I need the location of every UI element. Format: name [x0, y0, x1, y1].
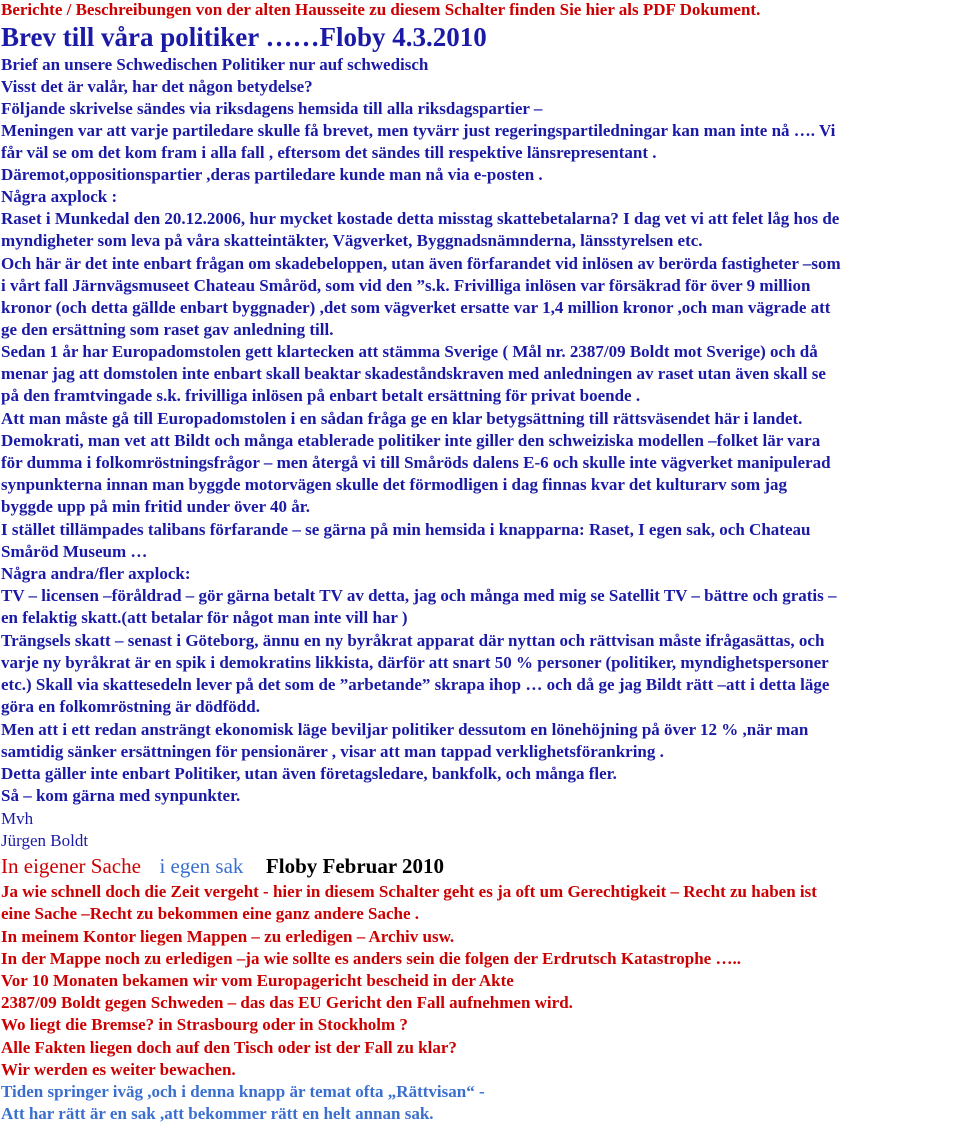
text-line: eine Sache –Recht zu bekommen eine ganz andere Sache . — [1, 904, 420, 923]
text-line: Wir werden es weiter bewachen. — [1, 1060, 236, 1079]
intro-line: Berichte / Beschreibungen von der alten Hausseite zu diesem Schalter finden Sie hier als PDF Dokument. — [1, 0, 761, 19]
text-line: Sedan 1 år har Europadomstolen gett klartecken att stämma Sverige ( Mål nr. 2387/09 Boldt mot Sverige) och då — [1, 342, 818, 361]
text-line: Att man måste gå till Europadomstolen i en sådan fråga ge en klar betygsättning till rättsväsendet här i landet. — [1, 409, 803, 428]
text-line: en felaktig skatt.(att betalar för något man inte vill har ) — [1, 608, 408, 627]
text-line: Demokrati, man vet att Bildt och många etablerade politiker inte giller den schweiziska modellen –folket lär vara — [1, 431, 821, 450]
text-line: Några andra/fler axplock: — [1, 564, 191, 583]
text-line: Däremot,oppositionspartier ,deras partiledare kunde man nå via e-posten . — [1, 165, 543, 184]
text-line: ge den ersättning som raset gav anledning till. — [1, 320, 334, 339]
text-line: synpunkterna innan man byggde motorvägen skulle det förmodligen i dag finnas kvar det kulturarv som jag — [1, 475, 788, 494]
closing-line: Mvh — [1, 809, 34, 828]
text-line: för dumma i folkomröstningsfrågor – men återgå vi till Småröds dalens E-6 och skulle inte vägverket manipulerad — [1, 453, 831, 472]
text-line: menar jag att domstolen inte enbart skall beaktar skadeståndskraven med anledningen av raset utan även skall se — [1, 364, 826, 383]
text-line: samtidig sänker ersättningen för pensionärer , visar att man tappad verklighetsförankring . — [1, 742, 664, 761]
subtitle: Brief an unsere Schwedischen Politiker nur auf schwedisch — [1, 55, 429, 74]
text-line: Visst det är valår, har det någon betydelse? — [1, 77, 313, 96]
text-line: Ja wie schnell doch die Zeit vergeht - hier in diesem Schalter geht es ja oft um Gerechtigkeit – Recht zu haben ist — [1, 882, 817, 901]
text-line: i vårt fall Järnvägsmuseet Chateau Småröd, som vid den ”s.k. Frivilliga inlösen var försäkrad för över 9 million — [1, 276, 811, 295]
section-heading — [1, 854, 444, 878]
text-line: TV – licensen –föråldrad – gör gärna betalt TV av detta, jag och många med mig se Satellit TV – bättre och gratis – — [1, 586, 837, 605]
heading-date: Floby Februar 2010 — [265, 854, 445, 878]
text-line: Småröd Museum … — [1, 542, 148, 561]
text-line: Detta gäller inte enbart Politiker, utan även företagsledare, bankfolk, och många fler. — [1, 764, 617, 783]
text-line: I stället tillämpades talibans förfarande – se gärna på min hemsida i knapparna: Raset, I egen sak, och Chateau — [1, 520, 811, 539]
text-line: Men att i ett redan ansträngt ekonomisk läge beviljar politiker dessutom en lönehöjning på över 12 % ,när man — [1, 720, 809, 739]
text-line: får väl se om det kom fram i alla fall , eftersom det sändes till respektive länsrepresentant . — [1, 143, 657, 162]
page-title: Brev till våra politiker ……Floby 4.3.2010 — [1, 22, 487, 52]
text-line: Meningen var att varje partiledare skulle få brevet, men tyvärr just regeringspartiledningar kan man inte nå …. Vi — [1, 121, 836, 140]
text-line: Och här är det inte enbart frågan om skadebeloppen, utan även förfarandet vid inlösen av berörda fastigheter –som — [1, 254, 841, 273]
text-line: Följande skrivelse sändes via riksdagens hemsida till alla riksdagspartier – — [1, 99, 543, 118]
text-line: Raset i Munkedal den 20.12.2006, hur mycket kostade detta misstag skattebetalarna? I dag vet vi att felet låg hos de — [1, 209, 840, 228]
text-line: byggde upp på min fritid under över 40 år. — [1, 497, 311, 516]
text-line: In der Mappe noch zu erledigen –ja wie sollte es anders sein die folgen der Erdrutsch Katastrophe ….. — [1, 949, 741, 968]
text-line: In meinem Kontor liegen Mappen – zu erledigen – Archiv usw. — [1, 927, 455, 946]
text-line: etc.) Skall via skattesedeln lever på det som de ”arbetande” skrapa ihop … och då ge jag Bildt rätt –att i detta läge — [1, 675, 830, 694]
text-line: Tiden springer iväg ,och i denna knapp är temat ofta „Rättvisan“ - — [1, 1082, 485, 1101]
text-line: Att har rätt är en sak ,att bekommer rätt en helt annan sak. — [1, 1104, 434, 1123]
text-line: Alle Fakten liegen doch auf den Tisch oder ist der Fall zu klar? — [1, 1038, 457, 1057]
heading-swedish: i egen sak — [159, 854, 244, 878]
text-line: på den framtvingade s.k. frivilliga inlösen på enbart betalt ersättning för privat boende . — [1, 386, 641, 405]
text-line: Så – kom gärna med synpunkter. — [1, 786, 241, 805]
heading-german: In eigener Sache — [1, 854, 141, 878]
signature: Jürgen Boldt — [1, 831, 89, 850]
text-line: Vor 10 Monaten bekamen wir vom Europagericht bescheid in der Akte — [1, 971, 514, 990]
text-line: Trängsels skatt – senast i Göteborg, ännu en ny byråkrat apparat där nyttan och rättvisan måste ifrågasättas, och — [1, 631, 825, 650]
text-line: varje ny byråkrat är en spik i demokratins likkista, därför att snart 50 % personer (politiker, myndighetspersoner — [1, 653, 829, 672]
text-line: göra en folkomröstning är dödfödd. — [1, 697, 260, 716]
text-line: Wo liegt die Bremse? in Strasbourg oder in Stockholm ? — [1, 1015, 408, 1034]
text-line: myndigheter som leva på våra skatteintäkter, Vägverket, Byggnadsnämnderna, länsstyrelsen etc. — [1, 231, 703, 250]
text-line: Några axplock : — [1, 187, 118, 206]
text-line: kronor (och detta gällde enbart byggnader) ,det som vägverket ersatte var 1,4 million kronor ,och man vägrade att — [1, 298, 831, 317]
text-line: 2387/09 Boldt gegen Schweden – das das EU Gericht den Fall aufnehmen wird. — [1, 993, 573, 1012]
